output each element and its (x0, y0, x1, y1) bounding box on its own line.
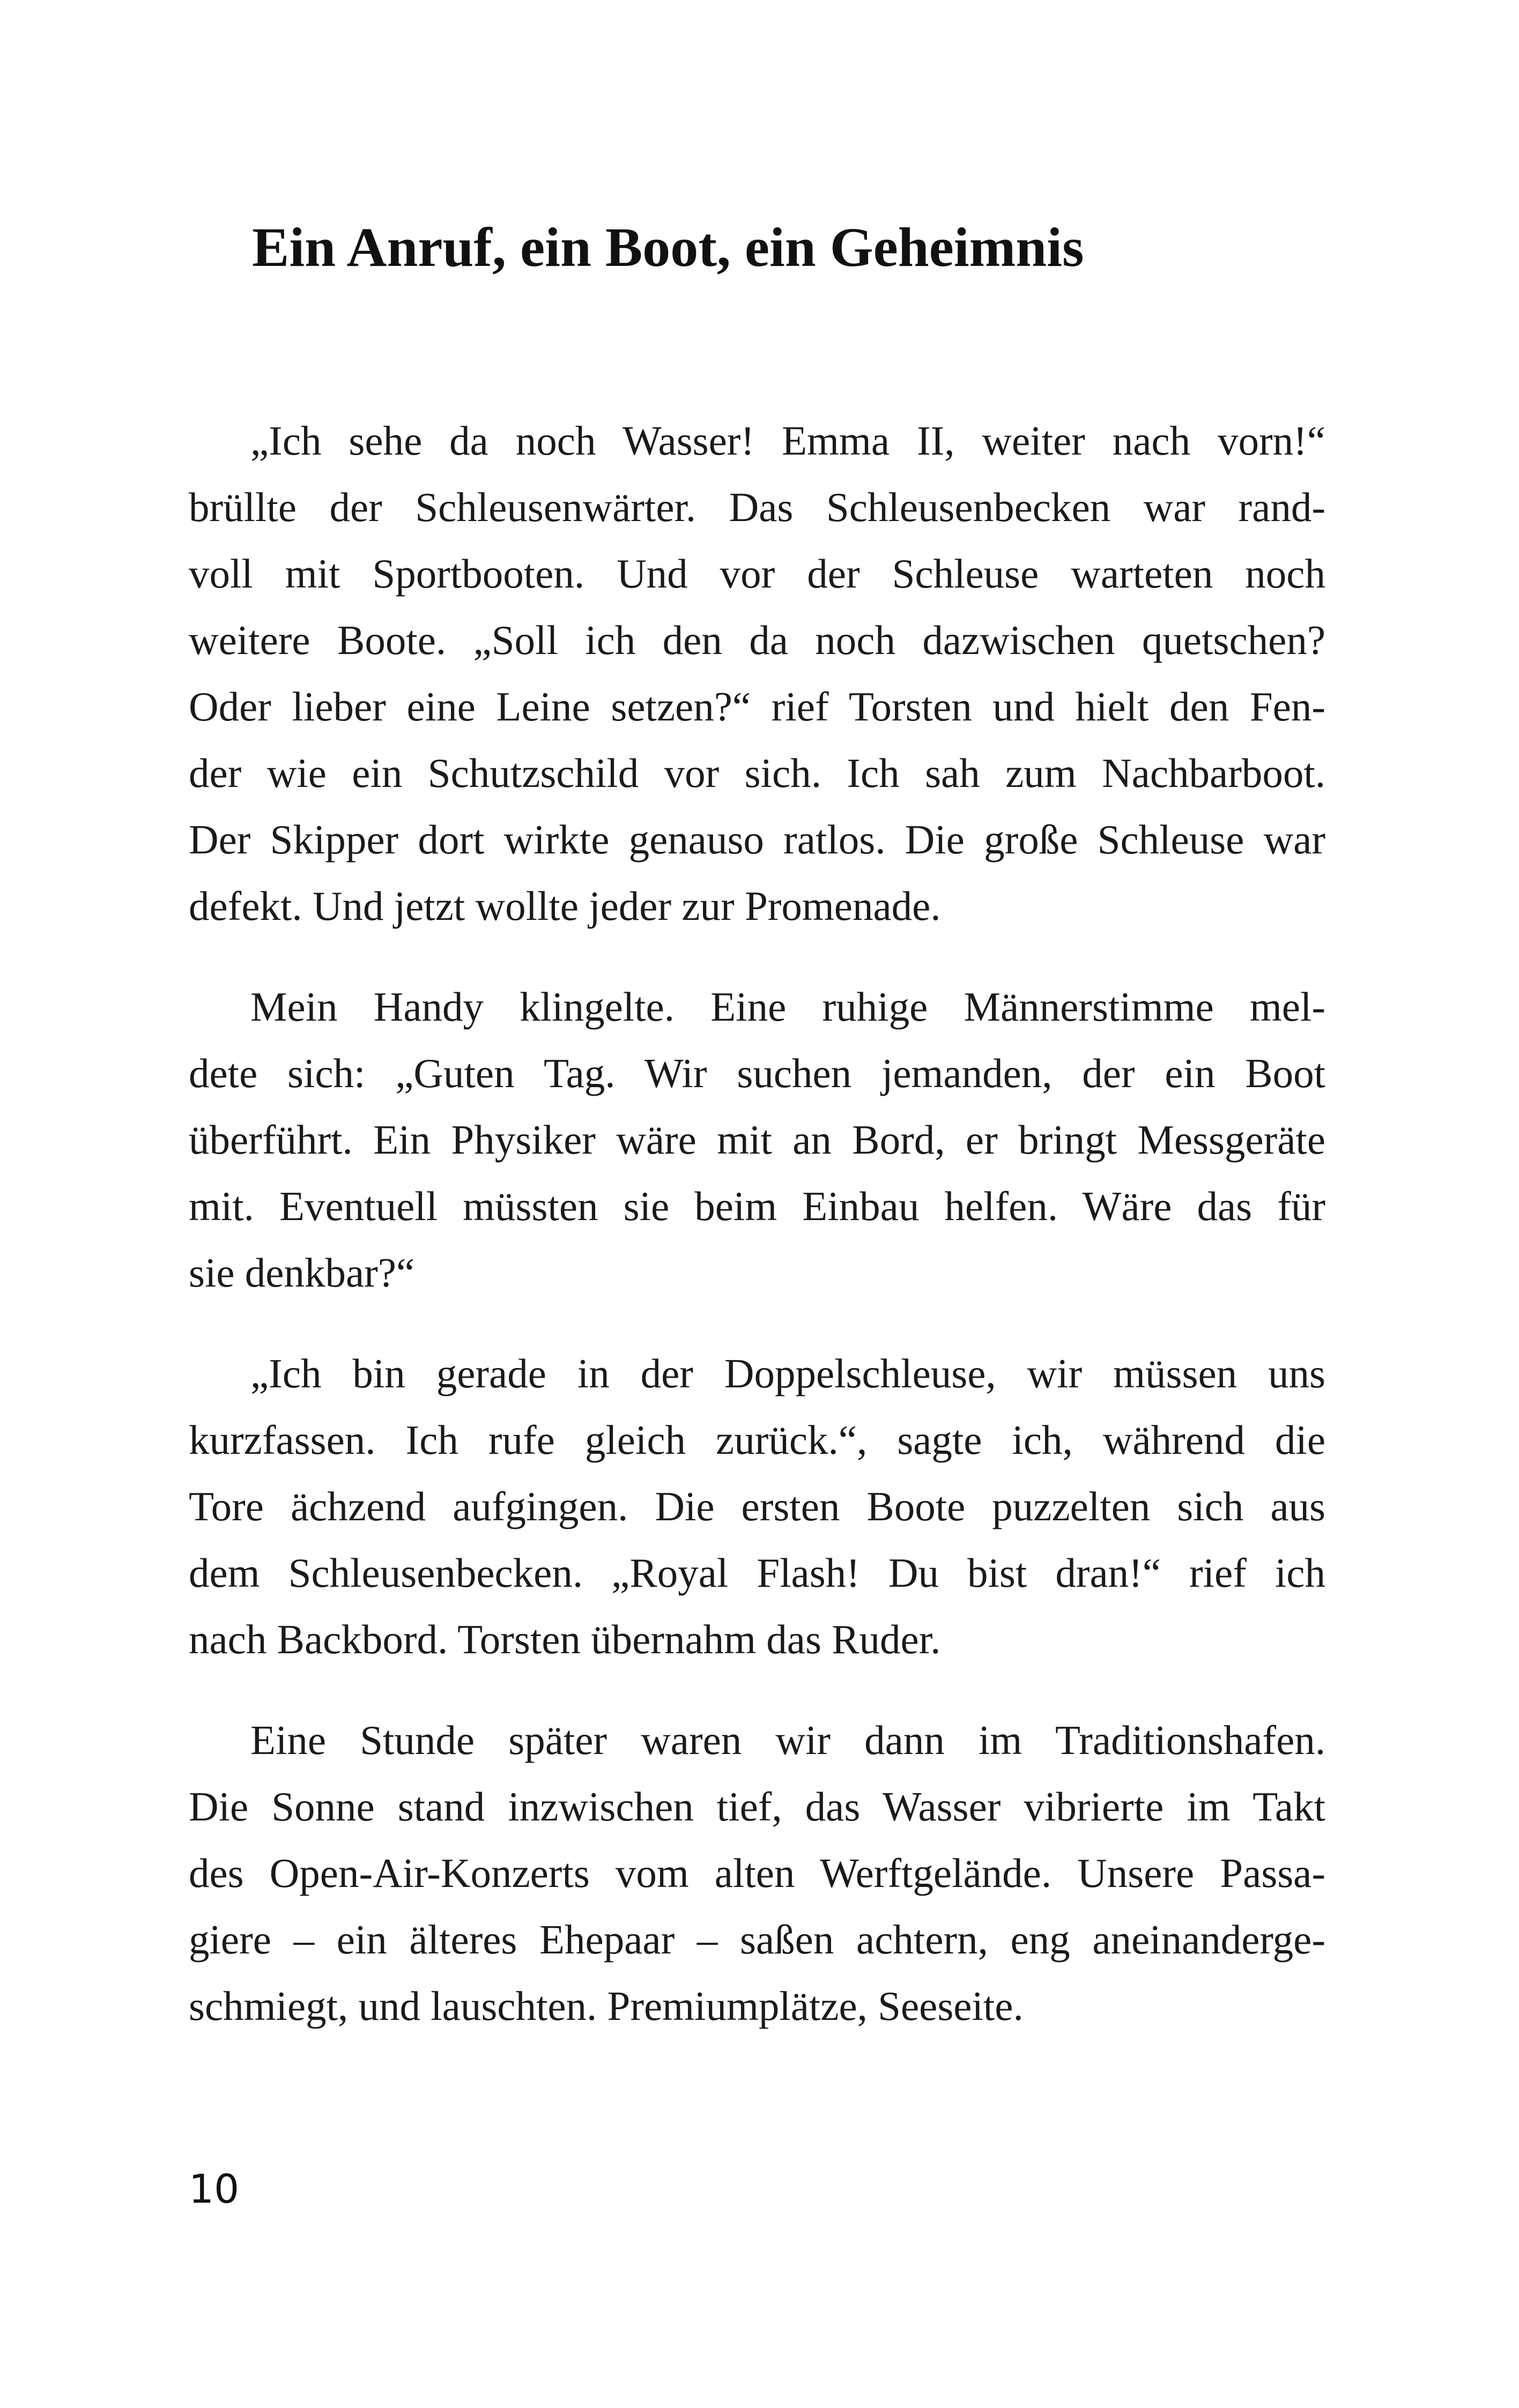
text-line: defekt. Und jetzt wollte jeder zur Promenade. (189, 883, 941, 929)
text-line: „Ich sehe da noch Wasser! Emma II, weiter nach vorn!“ (250, 418, 1325, 464)
text-line: dem Schleusenbecken. „Royal Flash! Du bist dran!“ rief ich (189, 1550, 1325, 1596)
text-line: Der Skipper dort wirkte genauso ratlos. Die große Schleuse war (189, 816, 1325, 863)
chapter-title: Ein Anruf, ein Boot, ein Geheimnis (252, 217, 1084, 278)
paragraph (189, 1707, 1325, 2039)
text-line: dete sich: „Guten Tag. Wir suchen jemanden, der ein Boot (189, 1050, 1325, 1096)
text-line: schmiegt, und lauschten. Premiumplätze, Seeseite. (189, 1983, 1024, 2029)
text-line: überführt. Ein Physiker wäre mit an Bord, er bringt Messgeräte (189, 1117, 1325, 1163)
text-line: giere – ein älteres Ehepaar – saßen achtern, eng aneinanderge- (189, 1916, 1325, 1963)
text-line: Mein Handy klingelte. Eine ruhige Männerstimme mel- (250, 984, 1325, 1030)
paragraph (189, 973, 1325, 1306)
body-text (189, 407, 1325, 2073)
text-line: des Open-Air-Konzerts vom alten Werftgelände. Unsere Passa- (189, 1850, 1325, 1896)
text-line: Die Sonne stand inzwischen tief, das Wasser vibrierte im Takt (189, 1783, 1325, 1830)
text-line: Tore ächzend aufgingen. Die ersten Boote puzzelten sich aus (189, 1483, 1325, 1529)
text-line: Eine Stunde später waren wir dann im Traditionshafen. (250, 1717, 1325, 1763)
text-line: sie denkbar?“ (189, 1250, 415, 1296)
paragraph (189, 407, 1325, 939)
text-line: der wie ein Schutzschild vor sich. Ich sah zum Nachbarboot. (189, 750, 1325, 796)
text-line: voll mit Sportbooten. Und vor der Schleuse warteten noch (189, 551, 1325, 597)
paragraph (189, 1340, 1325, 1673)
text-line: Oder lieber eine Leine setzen?“ rief Torsten und hielt den Fen- (189, 683, 1325, 730)
text-line: kurzfassen. Ich rufe gleich zurück.“, sagte ich, während die (189, 1417, 1325, 1463)
text-line: weitere Boote. „Soll ich den da noch dazwischen quetschen? (189, 617, 1325, 663)
page-number: 10 (189, 2166, 240, 2212)
text-line: „Ich bin gerade in der Doppelschleuse, wir müssen uns (250, 1350, 1325, 1396)
text-line: brüllte der Schleusenwärter. Das Schleusenbecken war rand- (189, 484, 1325, 530)
text-line: nach Backbord. Torsten übernahm das Ruder. (189, 1616, 941, 1662)
text-line: mit. Eventuell müssten sie beim Einbau helfen. Wäre das für (189, 1183, 1325, 1229)
